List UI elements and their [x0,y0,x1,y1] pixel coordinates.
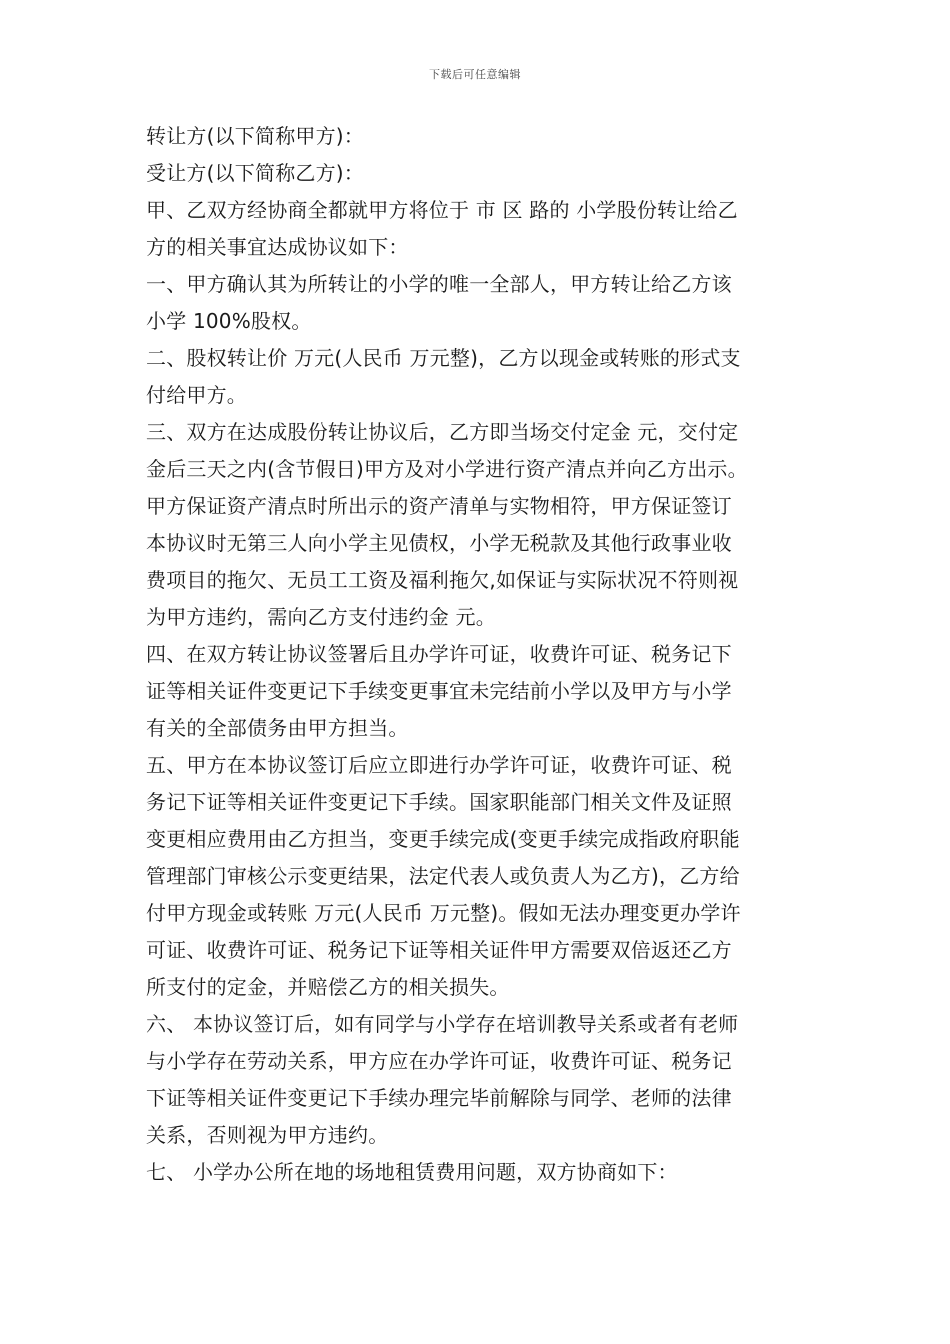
text-line: 转让方(以下简称甲方)： [146,124,365,148]
text-line: 七、 小学办公所在地的场地租赁费用问题，双方协商如下： [146,1160,678,1184]
text-line: 五、甲方在本协议签订后应立即进行办学许可证，收费许可证、税 [146,753,732,777]
text-line: 所支付的定金，并赔偿乙方的相关损失。 [146,975,510,999]
text-line: 一、甲方确认其为所转让的小学的唯一全部人，甲方转让给乙方该 [146,272,732,296]
text-line: 方的相关事宜达成协议如下： [146,235,409,259]
text-line: 与小学存在劳动关系，甲方应在办学许可证，收费许可证、税务记 [146,1049,732,1073]
text-line: 二、股权转让价 万元(人民币 万元整)，乙方以现金或转账的形式支 [146,346,741,370]
text-line: 为甲方违约，需向乙方支付违约金 元。 [146,605,496,629]
text-line: 关系，否则视为甲方违约。 [146,1123,389,1147]
text-line: 下证等相关证件变更记下手续办理完毕前解除与同学、老师的法律 [146,1086,732,1110]
page-header: 下载后可任意编辑 [429,68,521,81]
document-body [146,118,808,1191]
text-line: 务记下证等相关证件变更记下手续。国家职能部门相关文件及证照 [146,790,732,814]
text-line: 付给甲方。 [146,383,247,407]
text-line: 甲、乙双方经协商全都就甲方将位于 市 区 路的 小学股份转让给乙 [146,198,738,222]
text-line: 变更相应费用由乙方担当，变更手续完成(变更手续完成指政府职能 [146,827,740,851]
text-line: 付甲方现金或转账 万元(人民币 万元整)。假如无法办理变更办学许 [146,901,741,925]
text-line: 证等相关证件变更记下手续变更事宜未完结前小学以及甲方与小学 [146,679,732,703]
text-line: 管理部门审核公示变更结果，法定代表人或负责人为乙方)，乙方给 [146,864,740,888]
text-line: 小学 100%股权。 [146,309,312,333]
text-line: 四、在双方转让协议签署后且办学许可证，收费许可证、税务记下 [146,642,732,666]
text-line: 有关的全部债务由甲方担当。 [146,716,409,740]
text-line: 六、 本协议签订后，如有同学与小学存在培训教导关系或者有老师 [146,1012,739,1036]
text-line: 本协议时无第三人向小学主见债权，小学无税款及其他行政事业收 [146,531,732,555]
text-line: 甲方保证资产清点时所出示的资产清单与实物相符，甲方保证签订 [146,494,732,518]
text-line: 金后三天之内(含节假日)甲方及对小学进行资产清点并向乙方出示。 [146,457,748,481]
text-line: 费项目的拖欠、无员工工资及福利拖欠,如保证与实际状况不符则视 [146,568,739,592]
text-line: 可证、收费许可证、税务记下证等相关证件甲方需要双倍返还乙方 [146,938,732,962]
text-line: 受让方(以下简称乙方)： [146,161,365,185]
text-line: 三、双方在达成股份转让协议后，乙方即当场交付定金 元，交付定 [146,420,739,444]
